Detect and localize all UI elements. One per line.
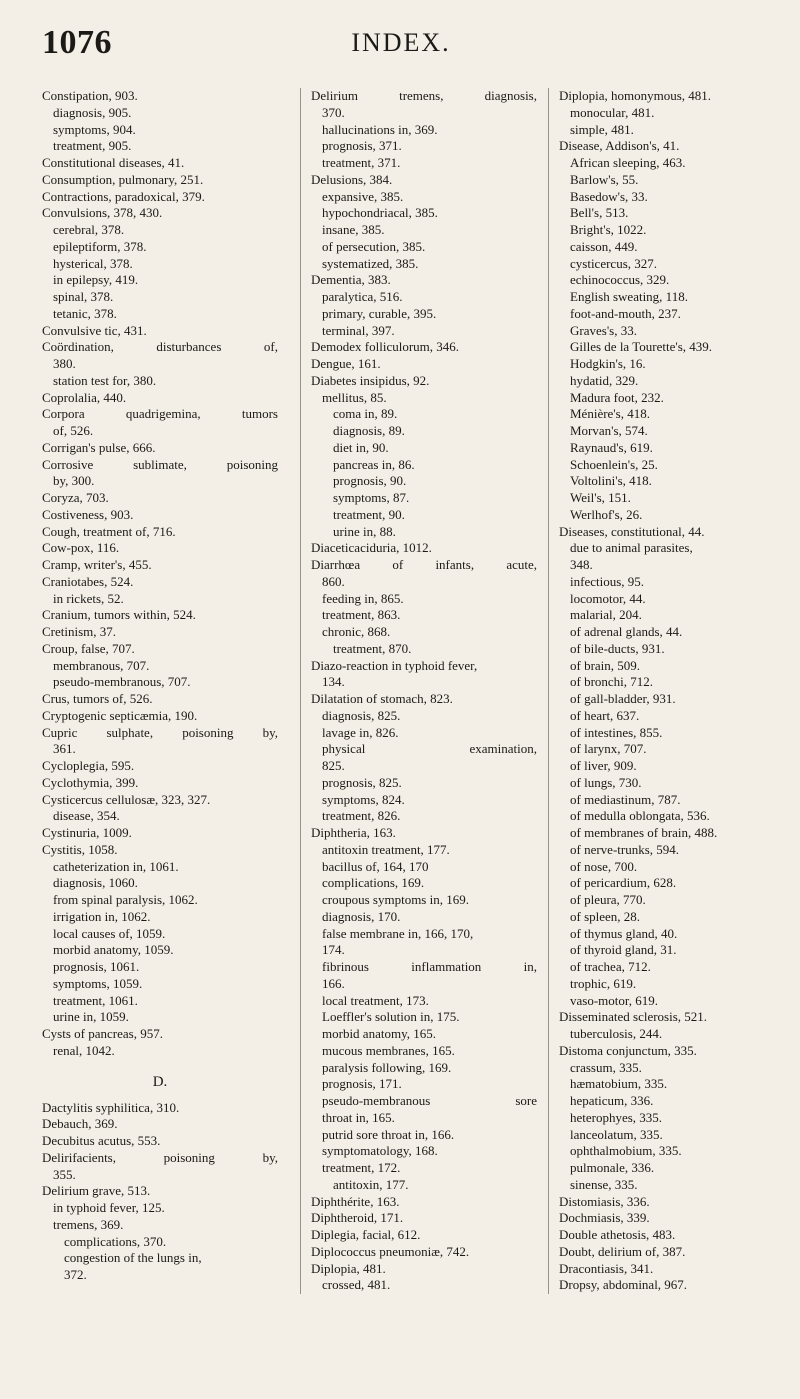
- index-entry: monocular, 481.: [570, 104, 655, 120]
- index-entry: Dropsy, abdominal, 967.: [559, 1277, 688, 1293]
- index-entry: 355.: [53, 1166, 76, 1182]
- index-entry: Barlow's, 55.: [570, 171, 639, 187]
- index-entry: Werlhof's, 26.: [570, 506, 643, 522]
- index-entry: Bell's, 513.: [570, 205, 629, 221]
- page-number: 1076: [42, 24, 112, 61]
- index-entry: Convulsive tic, 431.: [42, 322, 147, 338]
- index-entry: Dactylitis syphilitica, 310.: [42, 1099, 180, 1115]
- index-entry: antitoxin, 177.: [333, 1176, 409, 1192]
- index-entry: Distoma conjunctum, 335.: [559, 1042, 697, 1058]
- index-entry: hysterical, 378.: [53, 255, 133, 271]
- index-entry: putrid sore throat in, 166.: [322, 1126, 455, 1142]
- index-entry: Delirium grave, 513.: [42, 1183, 151, 1199]
- index-entry: pancreas in, 86.: [333, 456, 415, 472]
- index-entry: complications, 169.: [322, 875, 425, 891]
- index-entry: of thymus gland, 40.: [570, 925, 678, 941]
- index-entry: Cystinuria, 1009.: [42, 825, 132, 840]
- index-entry: Convulsions, 378, 430.: [42, 205, 163, 221]
- index-entry: prognosis, 1061.: [53, 959, 140, 974]
- index-entry: lavage in, 826.: [322, 724, 399, 740]
- index-entry: treatment, 90.: [333, 506, 405, 522]
- index-entry: urine in, 1059.: [53, 1009, 129, 1025]
- index-entry: Diarrhœa of infants, acute,: [311, 557, 537, 572]
- index-entry: primary, curable, 395.: [322, 305, 437, 321]
- index-entry: Madura foot, 232.: [570, 389, 664, 405]
- section-heading-d: D.: [152, 1073, 168, 1090]
- index-entry: treatment, 172.: [322, 1160, 401, 1175]
- index-entry: Debauch, 369.: [42, 1116, 118, 1132]
- index-entry: of spleen, 28.: [570, 908, 641, 924]
- index-entry: Schoenlein's, 25.: [570, 456, 658, 472]
- index-entry: Costiveness, 903.: [42, 506, 134, 522]
- index-entry: Craniotabes, 524.: [42, 573, 134, 589]
- index-entry: diagnosis, 170.: [322, 908, 401, 924]
- index-entry: complications, 370.: [64, 1233, 167, 1249]
- index-entry: false membrane in, 166, 170,: [322, 925, 474, 941]
- index-entry: Dengue, 161.: [311, 356, 381, 371]
- index-entry: 166.: [322, 975, 345, 991]
- index-entry: Delusions, 384.: [311, 171, 393, 187]
- index-entry: Corrigan's pulse, 666.: [42, 439, 156, 455]
- index-entry: symptoms, 904.: [53, 121, 136, 137]
- index-entry: in rickets, 52.: [53, 590, 124, 606]
- index-entry: hypochondriacal, 385.: [322, 205, 438, 221]
- index-entry: tuberculosis, 244.: [570, 1026, 663, 1041]
- index-entry: membranous, 707.: [53, 657, 150, 673]
- index-entry: feeding in, 865.: [322, 590, 404, 606]
- index-entry: in epilepsy, 419.: [53, 272, 139, 288]
- index-entry: of pericardium, 628.: [570, 875, 677, 891]
- index-entry: Diplegia, facial, 612.: [311, 1227, 421, 1242]
- index-entry: bacillus of, 164, 170: [322, 858, 429, 874]
- index-entry: Cysticercus cellulosæ, 323, 327.: [42, 791, 211, 807]
- index-entry: caisson, 449.: [570, 238, 638, 254]
- index-entry: Diphthérite, 163.: [311, 1193, 400, 1209]
- index-entry: treatment, 863.: [322, 607, 401, 623]
- index-entry: of brain, 509.: [570, 657, 641, 673]
- index-entry: Dochmiasis, 339.: [559, 1210, 650, 1226]
- index-entry: Disseminated sclerosis, 521.: [559, 1009, 708, 1025]
- index-entry: by, 300.: [53, 473, 95, 489]
- index-entry: in typhoid fever, 125.: [53, 1200, 165, 1215]
- index-entry: Constipation, 903.: [42, 88, 138, 103]
- index-entry: of trachea, 712.: [570, 959, 651, 974]
- page-title: INDEX.: [351, 28, 451, 57]
- index-entry: insane, 385.: [322, 222, 385, 237]
- index-entry: Cysts of pancreas, 957.: [42, 1026, 163, 1041]
- index-entry: croupous symptoms in, 169.: [322, 892, 469, 907]
- index-column-3: [548, 88, 799, 1294]
- index-entry: treatment, 870.: [333, 640, 412, 656]
- index-entry: Cow-pox, 116.: [42, 540, 120, 556]
- index-entry: locomotor, 44.: [570, 590, 646, 606]
- index-entry: Raynaud's, 619.: [570, 439, 653, 455]
- index-entry: Hodgkin's, 16.: [570, 356, 646, 371]
- entries-d-continued: [311, 88, 537, 1294]
- index-entry: diagnosis, 905.: [53, 104, 132, 120]
- index-entry: vaso-motor, 619.: [570, 992, 658, 1008]
- index-entry: Decubitus acutus, 553.: [42, 1133, 161, 1148]
- index-entry: symptomatology, 168.: [322, 1143, 438, 1159]
- index-entry: of medulla oblongata, 536.: [570, 808, 710, 824]
- index-entry: African sleeping, 463.: [570, 155, 686, 170]
- index-entry: hallucinations in, 369.: [322, 121, 438, 137]
- index-entry: expansive, 385.: [322, 188, 404, 204]
- index-entry: Coryza, 703.: [42, 490, 109, 505]
- index-entry: Dracontiasis, 341.: [559, 1260, 654, 1276]
- index-entry: trophic, 619.: [570, 975, 637, 991]
- index-entry: paralysis following, 169.: [322, 1059, 452, 1075]
- index-entry: diagnosis, 1060.: [53, 875, 138, 891]
- index-entry: urine in, 88.: [333, 523, 396, 539]
- index-entry: of membranes of brain, 488.: [570, 825, 718, 840]
- entries-d: [42, 1100, 278, 1284]
- index-entry: Diazo-reaction in typhoid fever,: [311, 657, 478, 673]
- index-entry: 372.: [64, 1267, 87, 1282]
- index-column-1: [42, 88, 278, 1284]
- index-entry: paralytica, 516.: [322, 289, 403, 304]
- index-entry: 825.: [322, 758, 345, 773]
- index-entry: tremens, 369.: [53, 1216, 124, 1232]
- index-entry: of bronchi, 712.: [570, 674, 654, 690]
- index-entry: Croup, false, 707.: [42, 640, 135, 656]
- index-entry: malarial, 204.: [570, 607, 642, 623]
- index-entry: pseudo-membranous, 707.: [53, 674, 191, 690]
- index-entry: prognosis, 371.: [322, 138, 402, 154]
- index-entry: due to animal parasites,: [570, 540, 693, 556]
- index-entry: Dementia, 383.: [311, 272, 391, 288]
- index-entry: Bright's, 1022.: [570, 222, 647, 237]
- index-entry: Diaceticaciduria, 1012.: [311, 540, 432, 556]
- index-entry: of intestines, 855.: [570, 724, 663, 740]
- index-entry: cysticercus, 327.: [570, 255, 658, 271]
- index-entry: prognosis, 171.: [322, 1076, 402, 1092]
- index-entry: simple, 481.: [570, 121, 634, 137]
- index-entry: of lungs, 730.: [570, 774, 642, 790]
- index-entry: English sweating, 118.: [570, 289, 688, 304]
- index-entry: diet in, 90.: [333, 439, 389, 455]
- index-entry: Double athetosis, 483.: [559, 1227, 676, 1242]
- index-entry: Crus, tumors of, 526.: [42, 691, 153, 706]
- index-entry: Diphtheria, 163.: [311, 825, 396, 840]
- index-entry: sinense, 335.: [570, 1176, 638, 1192]
- index-entry: of adrenal glands, 44.: [570, 624, 683, 639]
- index-entry: pulmonale, 336.: [570, 1160, 655, 1175]
- index-entry: hepaticum, 336.: [570, 1093, 654, 1108]
- index-entry: Corrosive sublimate, poisoning: [42, 456, 278, 472]
- index-entry: of larynx, 707.: [570, 741, 647, 757]
- index-entry: symptoms, 824.: [322, 791, 405, 807]
- index-entry: fibrinous inflammation in,: [322, 959, 537, 974]
- index-entry: Cyclothymia, 399.: [42, 774, 139, 790]
- index-entry: Delirium tremens, diagnosis,: [311, 88, 537, 103]
- index-column-2: [300, 88, 537, 1294]
- index-entry: Basedow's, 33.: [570, 188, 648, 204]
- index-entry: Coördination, disturbances of,: [42, 339, 278, 355]
- index-entry: Voltolini's, 418.: [570, 473, 652, 489]
- index-entry: terminal, 397.: [322, 322, 395, 338]
- index-entry: Ménière's, 418.: [570, 406, 650, 422]
- index-entry: symptoms, 1059.: [53, 975, 143, 991]
- index-entry: congestion of the lungs in,: [64, 1250, 202, 1266]
- index-entry: irrigation in, 1062.: [53, 908, 151, 924]
- index-entry: Demodex folliculorum, 346.: [311, 339, 460, 355]
- index-entry: echinococcus, 329.: [570, 272, 670, 288]
- index-entry: morbid anatomy, 1059.: [53, 942, 174, 958]
- index-entry: 174.: [322, 942, 345, 958]
- index-entry: physical examination,: [322, 741, 537, 757]
- index-entry: epileptiform, 378.: [53, 238, 147, 254]
- index-entry: 348.: [570, 557, 593, 572]
- index-entry: Diplopia, homonymous, 481.: [559, 88, 712, 103]
- index-entry: crossed, 481.: [322, 1277, 391, 1293]
- index-entry: from spinal paralysis, 1062.: [53, 892, 198, 907]
- index-entry: Cretinism, 37.: [42, 624, 117, 639]
- index-entry: chronic, 868.: [322, 624, 391, 639]
- index-entry: Distomiasis, 336.: [559, 1193, 650, 1209]
- index-entry: antitoxin treatment, 177.: [322, 841, 450, 857]
- index-entry: renal, 1042.: [53, 1042, 115, 1058]
- index-entry: symptoms, 87.: [333, 490, 410, 505]
- entries-c: [42, 88, 278, 1060]
- index-entry: tetanic, 378.: [53, 305, 117, 321]
- index-entry: Doubt, delirium of, 387.: [559, 1243, 686, 1259]
- index-entry: Weil's, 151.: [570, 490, 631, 505]
- index-entry: Graves's, 33.: [570, 322, 637, 338]
- index-entry: Cramp, writer's, 455.: [42, 557, 152, 572]
- index-entry: treatment, 826.: [322, 808, 401, 824]
- index-entry: Diabetes insipidus, 92.: [311, 372, 430, 388]
- index-entry: Diplococcus pneumoniæ, 742.: [311, 1243, 470, 1259]
- index-entry: Cryptogenic septicæmia, 190.: [42, 707, 198, 723]
- index-entry: disease, 354.: [53, 808, 120, 824]
- index-entry: pseudo-membranous sore: [322, 1093, 537, 1108]
- index-entry: coma in, 89.: [333, 406, 398, 422]
- index-entry: Delirifacients, poisoning by,: [42, 1149, 278, 1165]
- index-entry: morbid anatomy, 165.: [322, 1026, 436, 1041]
- index-entry: Contractions, paradoxical, 379.: [42, 188, 205, 204]
- index-entry: infectious, 95.: [570, 573, 645, 589]
- index-entry: heterophyes, 335.: [570, 1109, 663, 1125]
- index-entry: treatment, 1061.: [53, 992, 138, 1008]
- index-entry: of bile-ducts, 931.: [570, 640, 665, 656]
- index-entry: station test for, 380.: [53, 372, 157, 388]
- index-entry: Diphtheroid, 171.: [311, 1210, 404, 1226]
- index-entry: Cycloplegia, 595.: [42, 758, 135, 773]
- index-entry: hydatid, 329.: [570, 372, 639, 388]
- index-entry: 380.: [53, 356, 76, 371]
- index-entry: Gilles de la Tourette's, 439.: [570, 339, 712, 355]
- index-entry: mucous membranes, 165.: [322, 1042, 455, 1058]
- page-header: [42, 24, 760, 64]
- index-entry: Diseases, constitutional, 44.: [559, 523, 705, 539]
- index-entry: Disease, Addison's, 41.: [559, 138, 680, 154]
- index-entry: Morvan's, 574.: [570, 423, 648, 438]
- index-entry: treatment, 905.: [53, 138, 132, 154]
- index-entry: diagnosis, 89.: [333, 423, 405, 438]
- index-entry: of pleura, 770.: [570, 892, 646, 907]
- index-entry: treatment, 371.: [322, 155, 401, 170]
- index-entry: 134.: [322, 674, 345, 690]
- index-entry: Corpora quadrigemina, tumors: [42, 406, 278, 422]
- index-entry: of thyroid gland, 31.: [570, 942, 677, 958]
- index-entry: local treatment, 173.: [322, 992, 429, 1008]
- index-entry: Diplopia, 481.: [311, 1260, 386, 1276]
- index-entry: Constitutional diseases, 41.: [42, 155, 185, 170]
- index-entry: diagnosis, 825.: [322, 707, 401, 723]
- index-entry: of nerve-trunks, 594.: [570, 841, 680, 857]
- index-entry: local causes of, 1059.: [53, 925, 166, 941]
- index-entry: Cupric sulphate, poisoning by,: [42, 724, 278, 740]
- index-entry: foot-and-mouth, 237.: [570, 305, 681, 321]
- index-entry: Consumption, pulmonary, 251.: [42, 171, 204, 187]
- index-entry: of liver, 909.: [570, 758, 637, 773]
- index-entry: mellitus, 85.: [322, 389, 387, 405]
- index-entry: Cough, treatment of, 716.: [42, 523, 176, 539]
- index-entry: of, 526.: [53, 423, 94, 438]
- index-entry: 361.: [53, 741, 76, 757]
- index-entry: Dilatation of stomach, 823.: [311, 691, 453, 706]
- index-entry: of nose, 700.: [570, 858, 638, 874]
- index-entry: prognosis, 90.: [333, 473, 407, 489]
- index-entry: of heart, 637.: [570, 707, 640, 723]
- index-entry: lanceolatum, 335.: [570, 1126, 663, 1142]
- index-entry: 860.: [322, 573, 345, 589]
- index-entry: of persecution, 385.: [322, 238, 426, 254]
- index-entry: hæmatobium, 335.: [570, 1076, 668, 1092]
- index-entry: Coprolalia, 440.: [42, 389, 127, 405]
- index-entry: prognosis, 825.: [322, 774, 402, 790]
- index-entry: systematized, 385.: [322, 255, 419, 271]
- index-entry: crassum, 335.: [570, 1059, 642, 1075]
- index-entry: cerebral, 378.: [53, 222, 125, 237]
- index-entry: of mediastinum, 787.: [570, 791, 681, 807]
- index-entry: Cystitis, 1058.: [42, 841, 118, 857]
- index-entry: of gall-bladder, 931.: [570, 691, 676, 706]
- entries-d-continued-2: [559, 88, 799, 1294]
- index-entry: throat in, 165.: [322, 1109, 395, 1125]
- index-entry: Cranium, tumors within, 524.: [42, 607, 196, 623]
- index-entry: Loeffler's solution in, 175.: [322, 1009, 460, 1025]
- index-entry: spinal, 378.: [53, 289, 114, 304]
- index-entry: ophthalmobium, 335.: [570, 1143, 682, 1159]
- index-entry: catheterization in, 1061.: [53, 858, 179, 874]
- index-entry: 370.: [322, 104, 345, 120]
